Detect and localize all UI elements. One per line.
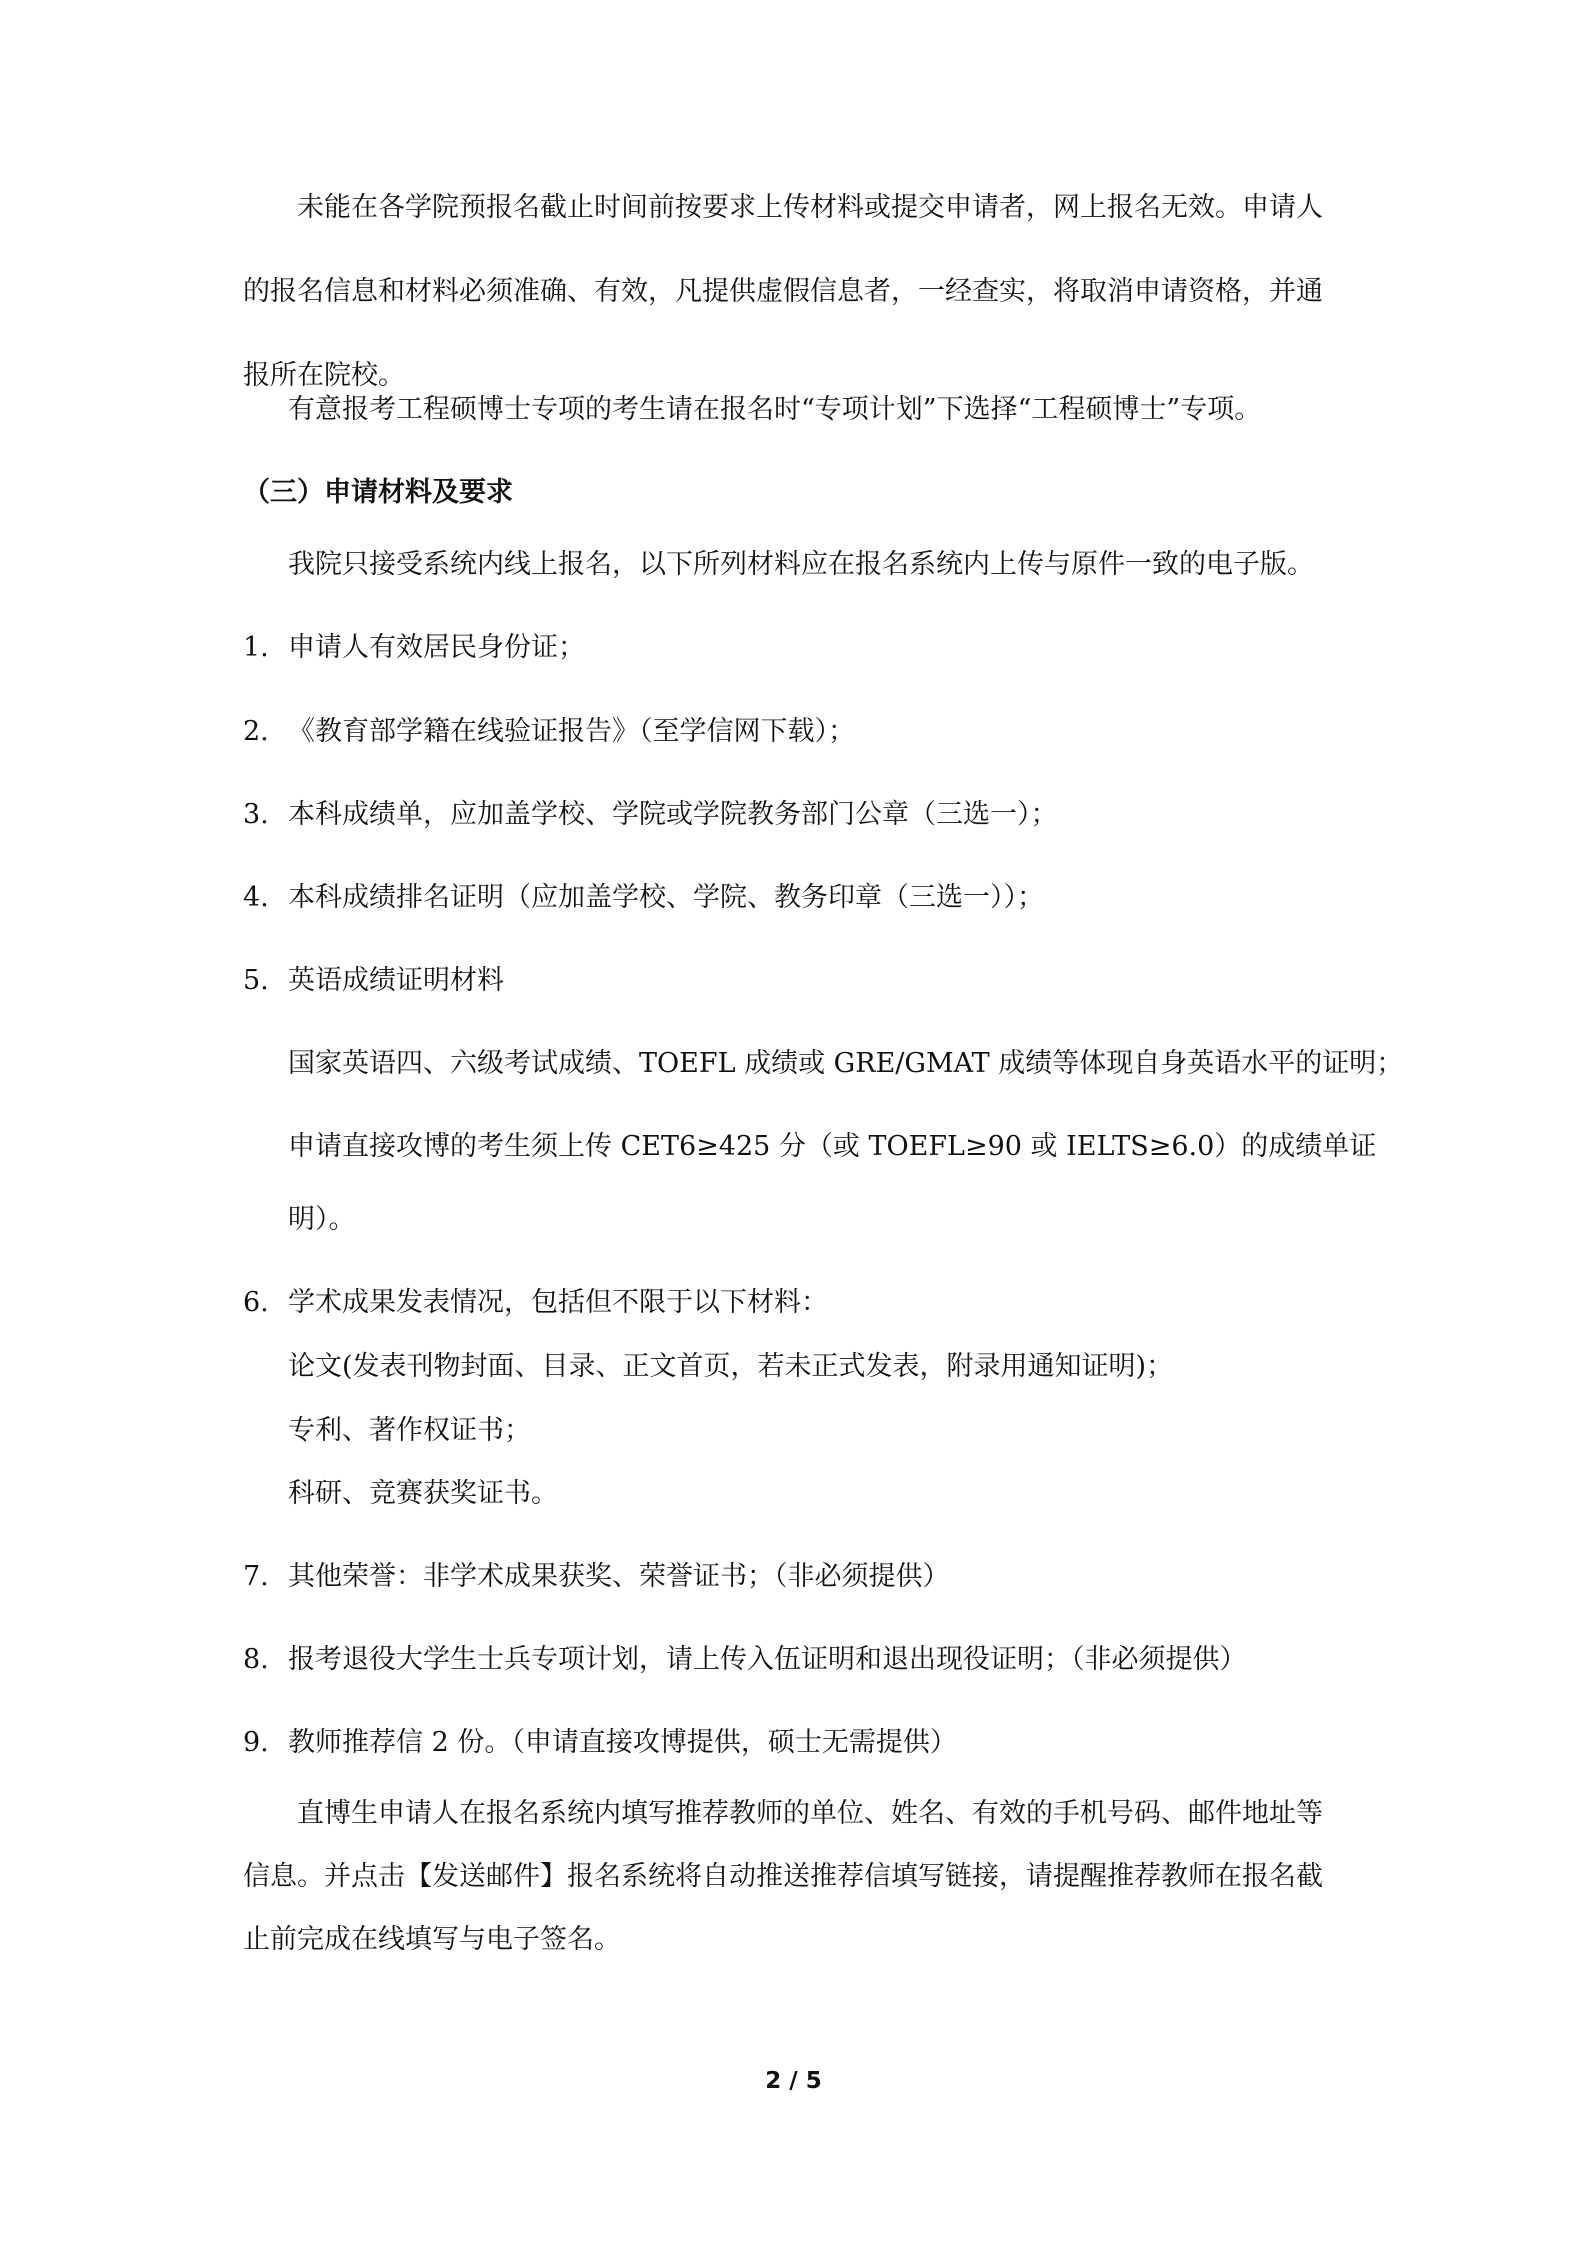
item6-awards: 科研、竞赛获奖证书。 xyxy=(288,1478,558,1509)
list-item-number: 2. xyxy=(243,716,269,747)
list-item xyxy=(243,701,855,763)
item5-direct-phd-requirement: 申请直接攻博的考生须上传 CET6≥425 分（或 TOEFL≥90 或 IELTS≥6.0）的成绩单证 xyxy=(288,1131,1377,1162)
item5-english-scores: 国家英语四、六级考试成绩、TOEFL 成绩或 GRE/GMAT 成绩等体现自身英语水平的证明； xyxy=(288,1048,1404,1079)
paragraph-line: 信息。并点击【发送邮件】报名系统将自动推送推荐信填写链接，请提醒推荐教师在报名截 xyxy=(243,1861,1323,1892)
paragraph-registration-invalid xyxy=(243,177,1348,407)
list-item xyxy=(243,1546,950,1608)
list-item xyxy=(243,1712,957,1774)
list-item xyxy=(243,617,585,679)
paragraph-recommendation xyxy=(243,1783,1348,1971)
list-item-text: 申请人有效居民身份证； xyxy=(288,632,585,663)
list-item-number: 7. xyxy=(243,1561,269,1592)
paragraph-intro: 我院只接受系统内线上报名，以下所列材料应在报名系统内上传与原件一致的电子版。 xyxy=(288,549,1314,580)
list-item xyxy=(243,784,1058,846)
paragraph-line: 报所在院校。 xyxy=(243,360,405,391)
paragraph-line: 的报名信息和材料必须准确、有效，凡提供虚假信息者，一经查实，将取消申请资格，并通 xyxy=(243,276,1323,307)
paragraph-line: 直博生申请人在报名系统内填写推荐教师的单位、姓名、有效的手机号码、邮件地址等 xyxy=(297,1798,1323,1829)
item5-direct-phd-requirement-cont: 明）。 xyxy=(288,1204,356,1235)
list-item-text: 英语成绩证明材料 xyxy=(288,965,504,996)
list-item-text: 报考退役大学生士兵专项计划，请上传入伍证明和退出现役证明；（非必须提供） xyxy=(288,1644,1247,1675)
item6-papers: 论文(发表刊物封面、目录、正文首页，若未正式发表，附录用通知证明)； xyxy=(288,1351,1174,1382)
list-item-text: 本科成绩排名证明（应加盖学校、学院、教务印章（三选一））； xyxy=(288,882,1044,913)
list-item-number: 9. xyxy=(243,1727,269,1758)
list-item-text: 教师推荐信 2 份。（申请直接攻博提供，硕士无需提供） xyxy=(288,1727,957,1758)
list-item xyxy=(243,1272,828,1334)
paragraph-line: 未能在各学院预报名截止时间前按要求上传材料或提交申请者，网上报名无效。申请人 xyxy=(297,192,1323,223)
paragraph-special-program: 有意报考工程硕博士专项的考生请在报名时“专项计划”下选择“工程硕博士”专项。 xyxy=(288,394,1262,425)
list-item-number: 8. xyxy=(243,1644,269,1675)
list-item-text: 其他荣誉：非学术成果获奖、荣誉证书；（非必须提供） xyxy=(288,1561,950,1592)
list-item xyxy=(243,867,1044,929)
list-item-text: 《教育部学籍在线验证报告》（至学信网下载）； xyxy=(288,716,855,747)
section-heading: （三）申请材料及要求 xyxy=(243,477,513,508)
item6-patents: 专利、著作权证书； xyxy=(288,1415,531,1446)
list-item-number: 4. xyxy=(243,882,269,913)
list-item-text: 学术成果发表情况，包括但不限于以下材料： xyxy=(288,1287,828,1318)
paragraph-line: 止前完成在线填写与电子签名。 xyxy=(243,1924,621,1955)
list-item xyxy=(243,1629,1247,1691)
page-number: 2 / 5 xyxy=(765,2068,822,2094)
list-item-number: 1. xyxy=(243,632,269,663)
list-item-number: 3. xyxy=(243,799,269,830)
list-item-number: 5. xyxy=(243,965,269,996)
list-item xyxy=(243,950,504,1012)
list-item-text: 本科成绩单，应加盖学校、学院或学院教务部门公章（三选一）； xyxy=(288,799,1058,830)
list-item-number: 6. xyxy=(243,1287,269,1318)
